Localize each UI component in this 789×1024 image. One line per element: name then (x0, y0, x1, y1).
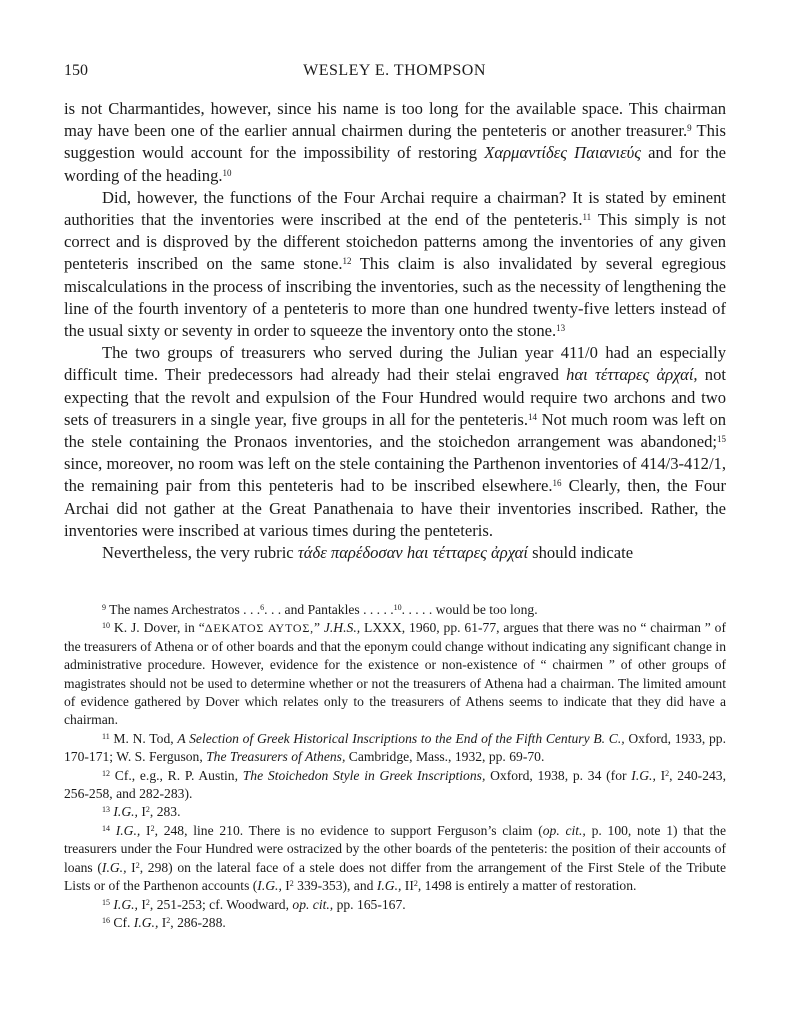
text-run: Cambridge, Mass., 1932, pp. 69-70. (345, 749, 545, 765)
text-run: , 251-253; cf. Woodward, (149, 896, 293, 912)
abbrev: I.G., (113, 896, 138, 912)
abbrev: I.G., (376, 878, 402, 894)
text-run: , 240-243, 256-258, and 282-283). (64, 767, 726, 802)
text-run: should indicate (528, 543, 634, 563)
edition-sup: 2 (166, 915, 171, 925)
footnote-9 (64, 601, 726, 619)
abbrev: I.G., (113, 804, 138, 820)
text-run: II (401, 878, 414, 894)
text-run: I (158, 914, 167, 930)
edition-sup: 2 (145, 897, 150, 907)
greek-text: τάδε παρέδοσαν hαι τέτταρες ἀρχαί (297, 543, 528, 563)
paragraph-3 (64, 342, 726, 542)
book-title: A Selection of Greek Historical Inscriptions to the End of the Fifth Century B. C., (177, 730, 625, 746)
footnote-ref-16[interactable]: 16 (552, 478, 562, 489)
text-run: . . . and Pantakles . . . . . (264, 602, 394, 617)
footnote-ref-9[interactable]: 9 (687, 123, 692, 134)
text-run: I (281, 878, 290, 894)
abbrev: I.G., (257, 878, 282, 894)
abbrev: I.G., (101, 859, 127, 875)
text-run: K. J. Dover, in “ (110, 620, 205, 636)
book-title: The Stoichedon Style in Greek Inscriptions, (242, 767, 486, 783)
edition-sup: 2 (413, 879, 418, 889)
text-run: , 298) on the lateral face of a stele does not differ from the arrangement of the First Stele of the Tribute Lists or of the Parthenon accounts ( (64, 859, 726, 894)
letter-count: 10 (393, 603, 402, 612)
footnote-ref-13[interactable]: 13 (556, 323, 566, 334)
text-run: not expecting that the revolt and expulsion of the Four Hundred would require two archons and two sets of treasurers in a single year, five groups in all for the penteteris. (64, 365, 726, 429)
footnote-16 (64, 914, 726, 932)
abbrev: I.G., (133, 914, 159, 930)
text-run: I (140, 822, 151, 838)
footnotes (64, 601, 726, 932)
text-run: Cf., e.g., R. P. Austin, (110, 767, 243, 783)
text-run: , 283. (149, 804, 181, 820)
footnote-13 (64, 803, 726, 821)
page-header (64, 62, 725, 84)
text-run: Clearly, then, the Four Archai did not gather at the Great Panathenaia to have their inventories inscribed. Rather, the inventories were inscribed at various times during the penteteris. (64, 476, 727, 540)
edition-sup: 2 (289, 879, 294, 889)
footnote-ref-10[interactable]: 10 (222, 167, 232, 178)
running-head: WESLEY E. THOMPSON (303, 62, 486, 79)
footnote-ref-14[interactable]: 14 (527, 411, 537, 422)
footnote-number: 15 (102, 897, 110, 907)
text-run: M. N. Tod, (109, 730, 178, 746)
text-run: Oxford, 1938, p. 34 (for (485, 767, 632, 783)
text-run: p. 100, note 1) that the treasurers under the Four Hundred were ostracized by the other boards of the penteteris: the position of their accounts of loans ( (64, 822, 726, 875)
text-run: and for the wording of the heading. (64, 143, 726, 185)
edition-sup: 2 (665, 768, 670, 778)
text-run: I (655, 767, 666, 783)
footnote-ref-12[interactable]: 12 (342, 256, 352, 267)
text-run: since, moreover, no room was left on the stele containing the Parthenon inventories of 414/3-412/1, the remaining pair from this penteteris had to be inscribed elsewhere. (64, 454, 726, 496)
paragraph-2 (64, 187, 726, 342)
article-title: ΔΕΚΑΤΟΣ ΑΥΤΟΣ, (204, 621, 314, 636)
text-run: Cf. (110, 914, 134, 930)
footnote-number: 13 (102, 805, 110, 815)
text-run: . . . . . would be too long. (401, 602, 538, 617)
text-run: I (126, 859, 136, 875)
page-number: 150 (64, 62, 88, 79)
text-run: LXXX, 1960, pp. 61-77, argues that there was no “ chairman ” of the treasurers of Athena or of other boards and that the eponym could change without indicating any significant change in administrative procedure. However, evidence for the existence or non-existence of “ chairmen ” of other groups of magistrates should not be used to determine whether or not the treasurers of Athena had a chairman. The limited amount of evidence gathered by Dover which relates only to the treasurers of Athens seems to indicate that they did have a chairman. (64, 620, 727, 728)
text-run: is not Charmantides, however, since his name is too long for the available space. This chairman may have been one of the earlier annual chairmen during the penteteris or another treasurer. (64, 99, 726, 141)
text-run: This simply is not correct and is disproved by the different stoichedon patterns among the inventories of any given penteteris inscribed on the same stone. (64, 210, 726, 274)
edition-sup: 2 (150, 823, 155, 833)
footnote-number: 14 (102, 823, 110, 833)
text-run: The names Archestratos . . . (106, 602, 261, 617)
text-run: This claim is also invalidated by several egregious miscalculations in the process of inscribing the inventories, such as the necessity of lengthening the line of the fourth inventory of a penteteris to more than one hundred twenty-five letters instead of the usual sixty or seventy in order to squeeze the inventory onto the stone. (64, 254, 726, 341)
footnote-10 (64, 619, 726, 729)
footnote-15 (64, 896, 726, 914)
book-title: The Treasurers of Athens, (206, 749, 346, 765)
footnote-11 (64, 730, 726, 767)
abbrev: I.G., (115, 822, 141, 838)
abbrev: op. cit., (542, 822, 586, 838)
paragraph-1 (64, 98, 726, 187)
footnote-12 (64, 767, 726, 804)
footnote-ref-11[interactable]: 11 (582, 212, 592, 223)
text-run: I (137, 804, 146, 820)
paragraph-4 (64, 542, 726, 564)
text-run: , 1498 is entirely a matter of restoration. (417, 878, 637, 894)
footnote-number: 16 (102, 915, 110, 925)
edition-sup: 2 (135, 860, 140, 870)
footnote-number: 12 (102, 768, 110, 778)
text-run: ” (313, 620, 324, 636)
footnote-number: 10 (102, 621, 110, 631)
text-run: Nevertheless, the very rubric (102, 543, 298, 563)
text-run: This suggestion would account for the impossibility of restoring (64, 121, 726, 163)
text-run: , 286-288. (170, 914, 226, 930)
text-run: The two groups of treasurers who served during the Julian year 411/0 had an especially difficult time. Their predecessors had already had their stelai engraved (64, 343, 726, 385)
greek-text: Χαρμαντίδες Παιανιεύς (484, 143, 642, 163)
letter-count: 6 (260, 603, 265, 612)
footnote-number: 9 (102, 603, 106, 612)
edition-sup: 2 (145, 805, 150, 815)
text-run: Oxford, 1933, pp. 170-171; W. S. Ferguson, (64, 730, 726, 765)
abbrev: I.G., (631, 767, 656, 783)
abbrev: op. cit., (292, 896, 334, 912)
text-run: Not much room was left on the stele containing the Pronaos inventories, and the stoichedon arrangement was abandoned; (64, 409, 726, 452)
footnote-14 (64, 822, 726, 896)
text-run: 339-353), and (293, 878, 377, 894)
footnote-number: 11 (102, 731, 110, 741)
greek-text: hαι τέτταρες ἀρχαί, (566, 365, 698, 385)
text-run: pp. 165-167. (333, 896, 406, 912)
text-run: Did, however, the functions of the Four Archai require a chairman? It is stated by eminent authorities that the inventories were inscribed at the end of the penteteris. (64, 187, 726, 230)
text-run: I (137, 896, 146, 912)
journal-title: J.H.S., (323, 620, 361, 636)
text-run: , 248, line 210. There is no evidence to support Ferguson’s claim ( (154, 822, 543, 838)
body-text (64, 98, 726, 564)
footnote-ref-15[interactable]: 15 (717, 434, 726, 445)
